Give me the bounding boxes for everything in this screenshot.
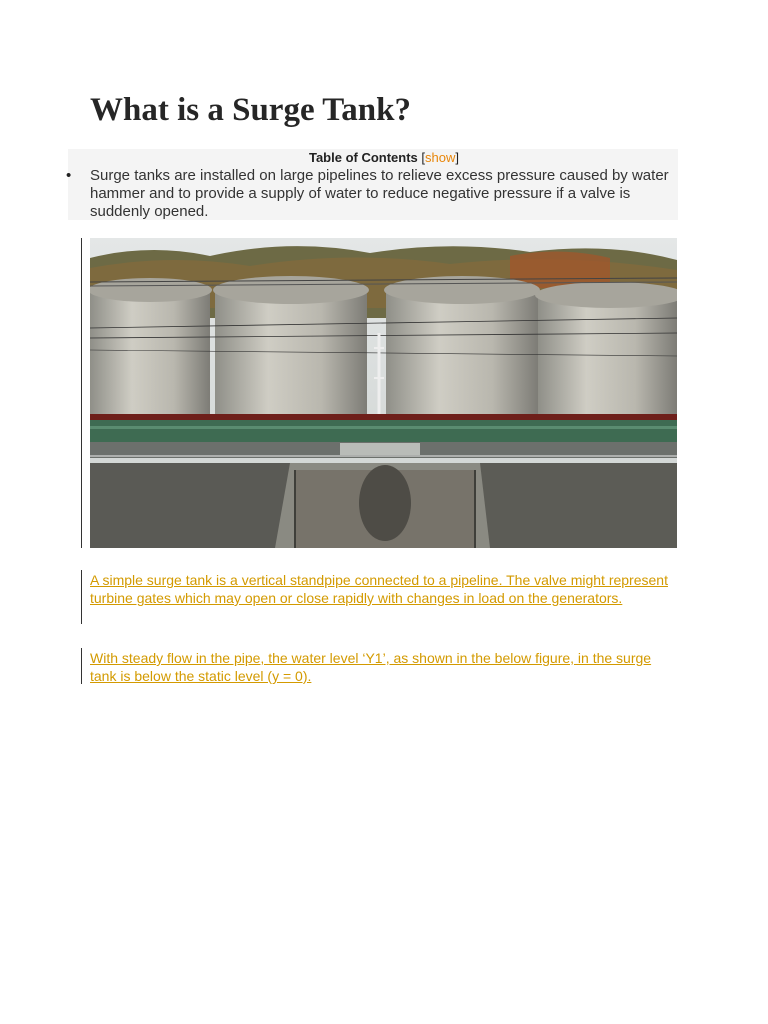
paragraph-2-link[interactable]: With steady flow in the pipe, the water level ‘Y1’, as shown in the below figure, in the surge tank is below the static level (y = 0). [90, 650, 652, 684]
page-title: What is a Surge Tank? [90, 92, 411, 128]
paragraph-2-quote-bar [81, 648, 82, 684]
photo-quote-bar [81, 238, 82, 548]
toc-bracket-open: [ [421, 150, 426, 165]
toc-label: Table of Contents [308, 150, 418, 165]
toc-header [90, 150, 678, 165]
surge-tanks-photo [90, 238, 677, 548]
intro-bullet-text: Surge tanks are installed on large pipelines to relieve excess pressure caused by water hammer and to provide a supply of water to reduce negative pressure if a valve is suddenly opened. [90, 167, 669, 220]
toc-bracket-close: ] [455, 150, 460, 165]
paragraph-1-quote-bar [81, 570, 82, 624]
toc-show-link[interactable]: show [425, 150, 456, 165]
bullet-marker: • [66, 167, 72, 184]
paragraph-1-link[interactable]: A simple surge tank is a vertical standpipe connected to a pipeline. The valve might represent turbine gates which may open or close rapidly with changes in load on the generators. [90, 572, 668, 606]
